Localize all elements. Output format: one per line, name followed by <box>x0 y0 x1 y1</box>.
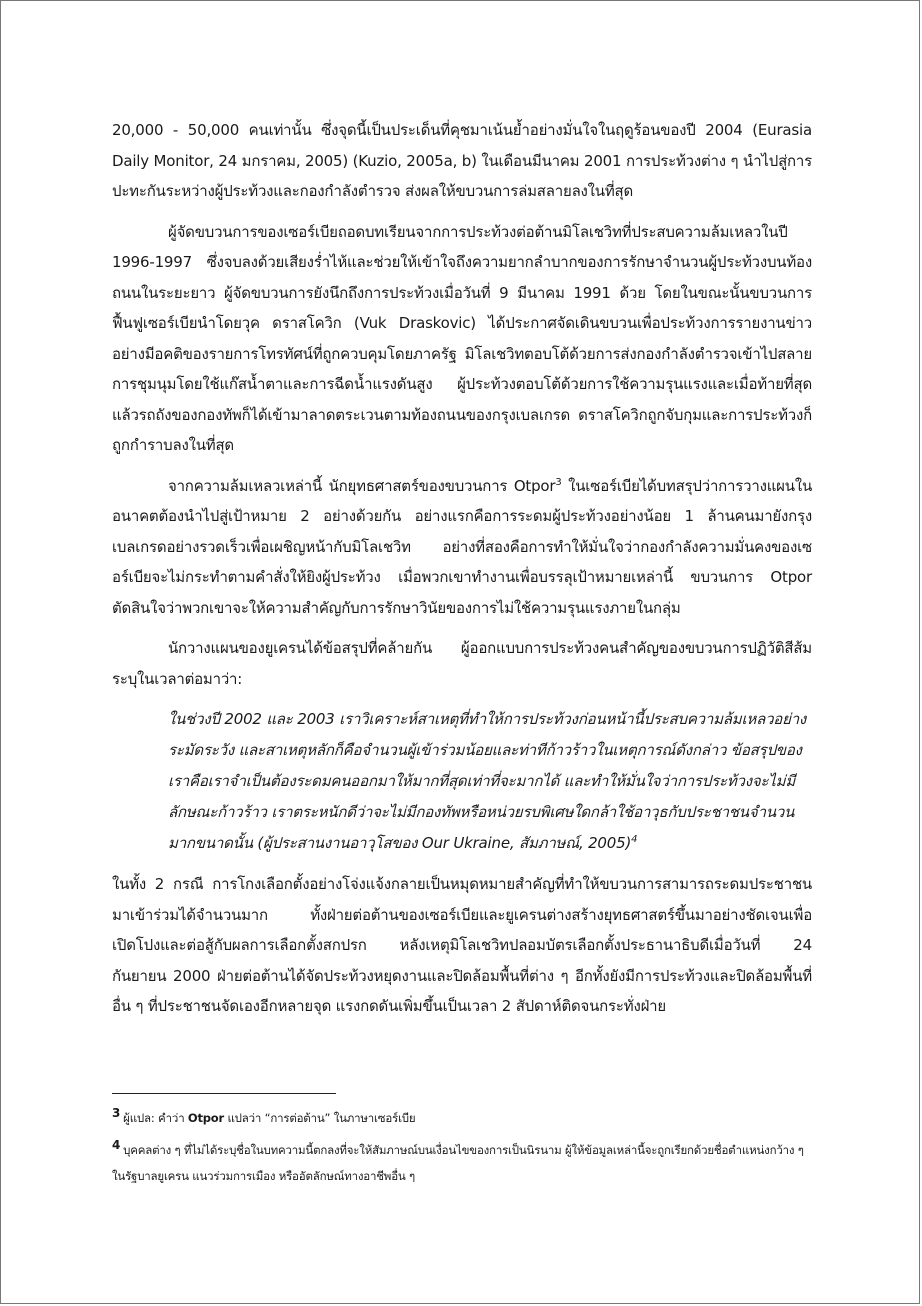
footnote-4 <box>112 1137 812 1189</box>
paragraph-1: 20,000 - 50,000 คนเท่านั้น ซึ่งจุดนี้เป็นประเด็นที่คุชมาเน้นย้ำอย่างมั่นใจในฤดูร้อนของปี 2004 (Eurasia Daily Monitor, 24 มกราคม, 2005) (Kuzio, 2005a, b) ในเดือนมีนาคม 2001 การประท้วงต่าง ๆ นำไปสู่การปะทะกันระหว่างผู้ประท้วงและกองกำลังตำรวจ ส่งผลให้ขบวนการล่มสลายลงในที่สุด <box>112 121 812 200</box>
paragraph-3-text-a: จากความล้มเหลวเหล่านี้ นักยุทธศาสตร์ของขบวนการ Otpor <box>168 476 556 495</box>
paragraph-4: นักวางแผนของยูเครนได้ข้อสรุปที่คล้ายกัน ผู้ออกแบบการประท้วงคนสำคัญของขบวนการปฏิวัติสีส้มระบุในเวลาต่อมาว่า: <box>112 639 812 688</box>
footnote-3 <box>112 1105 812 1131</box>
footnote-ref-3: 3 <box>555 476 562 488</box>
paragraph-3-text-b: ในเซอร์เบียได้บทสรุปว่าการวางแผนในอนาคตต้องนำไปสู่เป้าหมาย 2 อย่างด้วยกัน อย่างแรกคือการระดมผู้ประท้วงอย่างน้อย 1 ล้านคนมายังกรุงเบลเกรดอย่างรวดเร็วเพื่อเผชิญหน้ากับมิโลเชวิท อย่างที่สองคือการทำให้มั่นใจว่ากองกำลังความมั่นคงของเซอร์เบียจะไม่กระทำตามคำสั่งให้ยิงผู้ประท้วง เมื่อพวกเขาทำงานเพื่อบรรลุเป้าหมายเหล่านี้ ขบวนการ Otpor ตัดสินใจว่าพวกเขาจะให้ความสำคัญกับการรักษาวินัยของการไม่ใช้ความรุนแรงภายในกลุ่ม <box>112 476 812 617</box>
paragraph-2: ผู้จัดขบวนการของเซอร์เบียถอดบทเรียนจากการประท้วงต่อต้านมิโลเชวิทที่ประสบความล้มเหลวในปี 1996-1997 ซึ่งจบลงด้วยเสียงร่ำไห้และช่วยให้เข้าใจถึงความยากลำบากของการรักษาจำนวนผู้ประท้วงบนท้องถนนในระยะยาว ผู้จัดขบวนการยังนึกถึงการประท้วงเมื่อวันที่ 9 มีนาคม 1991 ด้วย โดยในขณะนั้นขบวนการฟื้นฟูเซอร์เบียนำโดยวุค ดราสโควิก (Vuk Draskovic) ได้ประกาศจัดเดินขบวนเพื่อประท้วงการรายงานข่าวอย่างมีอคติของรายการโทรทัศน์ที่ถูกควบคุมโดยภาครัฐ มิโลเชวิทตอบโต้ด้วยการส่งกองกำลังตำรวจเข้าไปสลายการชุมนุมโดยใช้แก๊สน้ำตาและการฉีดน้ำแรงดันสูง ผู้ประท้วงตอบโต้ด้วยการใช้ความรุนแรงและเมื่อท้ายที่สุดแล้วรถถังของกองทัพก็ได้เข้ามาลาดตระเวนตามท้องถนนของกรุงเบลเกรด ดราสโควิกถูกจับกุมและการประท้วงก็ถูกกำราบลงในที่สุด <box>112 222 812 454</box>
footnotes <box>112 1105 812 1195</box>
footnote-number: 4 <box>112 1138 121 1153</box>
paragraph-3 <box>112 471 812 624</box>
paragraph-5: ในทั้ง 2 กรณี การโกงเลือกตั้งอย่างโจ่งแจ้งกลายเป็นหมุดหมายสำคัญที่ทำให้ขบวนการสามารถระดมประชาชนมาเข้าร่วมได้จำนวนมาก ทั้งฝ่ายต่อต้านของเซอร์เบียและยูเครนต่างสร้างยุทธศาสตร์ขึ้นมาอย่างชัดเจนเพื่อเปิดโปงและต่อสู้กับผลการเลือกตั้งสกปรก หลังเหตุมิโลเชวิทปลอมบัตรเลือกตั้งประธานาธิบดีเมื่อวันที่ 24 กันยายน 2000 ฝ่ายต่อต้านได้จัดประท้วงหยุดงานและปิดล้อมพื้นที่ต่าง ๆ อีกทั้งยังมีการประท้วงและปิดล้อมพื้นที่อื่น ๆ ที่ประชาชนจัดเองอีกหลายจุด แรงกดดันเพิ่มขึ้นเป็นเวลา 2 สัปดาห์ติดจนกระทั่งฝ่าย <box>112 875 812 1015</box>
footnote-text: บุคคลต่าง ๆ ที่ไม่ได้ระบุชื่อในบทความนี้ตกลงที่จะให้สัมภาษณ์บนเงื่อนไขของการเป็นนิรนาม ผู้ให้ข้อมูลเหล่านี้จะถูกเรียกด้วยชื่อตำแหน่งกว้าง ๆ ในรัฐบาลยูเครน แนวร่วมการเมือง หรืออัตลักษณ์ทางอาชีพอื่น ๆ <box>112 1143 804 1183</box>
block-quote <box>168 704 812 859</box>
footnote-text: ผู้แปล: คำว่า <box>123 1111 188 1125</box>
body-text <box>112 115 812 1022</box>
footnote-text: แปลว่า “การต่อต้าน” ในภาษาเซอร์เบีย <box>223 1111 416 1125</box>
block-quote-text: ในช่วงปี 2002 และ 2003 เราวิเคราะห์สาเหตุที่ทำให้การประท้วงก่อนหน้านี้ประสบความล้มเหลวอย่างระมัดระวัง และสาเหตุหลักก็คือจำนวนผู้เข้าร่วมน้อยและท่าทีก้าวร้าวในเหตุการณ์ดังกล่าว ข้อสรุปของเราคือเราจำเป็นต้องระดมคนออกมาให้มากที่สุดเท่าที่จะมากได้ และทำให้มั่นใจว่าการประท้วงจะไม่มีลักษณะก้าวร้าว เราตระหนักดีว่าจะไม่มีกองทัพหรือหน่วยรบพิเศษใดกล้าใช้อาวุธกับประชาชนจำนวนมากขนาดนั้น (ผู้ประสานงานอาวุโสของ Our Ukraine, สัมภาษณ์, 2005) <box>168 710 807 852</box>
footnote-number: 3 <box>112 1106 121 1121</box>
footnote-term: Otpor <box>187 1111 224 1125</box>
footnote-ref-4: 4 <box>631 834 638 845</box>
footnote-separator <box>112 1093 336 1094</box>
